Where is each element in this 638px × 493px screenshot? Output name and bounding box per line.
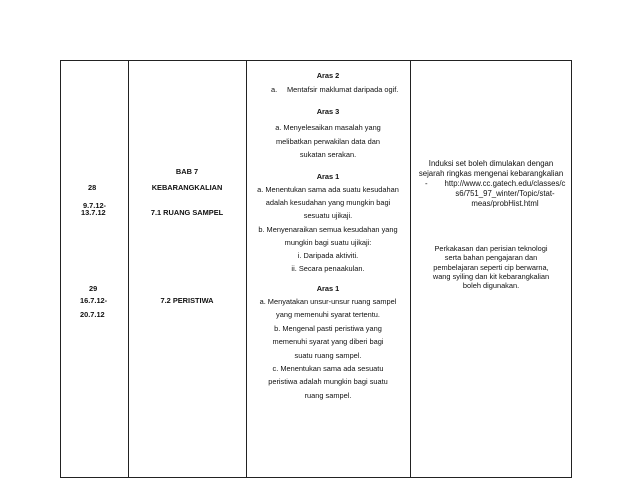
aras1-a-line1: a. Menentukan sama ada suatu kesudahan [257, 185, 399, 194]
tech-line2: serta bahan pengajaran dan [444, 253, 538, 263]
aras3-a-line3: sukatan serakan. [299, 150, 357, 159]
aras3-a-line2: melibatkan perwakilan data dan [276, 136, 380, 146]
aras2-item-a-label: a. [271, 85, 278, 94]
notes-intro-line2: sejarah ringkas mengenai kebarangkalian [418, 169, 564, 178]
aras1b-b-line2: memenuhi syarat yang diberi bagi [272, 337, 384, 347]
notes-url-line3: meas/probHist.html [471, 199, 539, 208]
week-29-number: 29 [89, 284, 98, 293]
tech-line4: wang syiling dan kit kebarangkalian [432, 271, 550, 281]
subtopic-7-1: 7.1 RUANG SAMPEL [150, 208, 224, 217]
notes-intro-line1: Induksi set boleh dimulakan dengan [428, 159, 554, 168]
aras1b-a-line2: yang memenuhi syarat tertentu. [276, 310, 380, 320]
chapter-label: BAB 7 [175, 167, 199, 176]
aras1-heading-7-1: Aras 1 [316, 172, 340, 181]
notes-bullet: - [425, 179, 428, 188]
aras1b-c-line3: ruang sampel. [304, 390, 352, 400]
aras1-b-line1: b. Menyenaraikan semua kesudahan yang [258, 224, 398, 234]
aras1b-a-line1: a. Menyatakan unsur-unsur ruang sampel [259, 297, 397, 306]
tech-line3: pembelajaran seperti cip berwarna, [433, 262, 549, 272]
aras1b-c-line2: peristiwa adalah mungkin bagi suatu [268, 377, 388, 387]
week-29-date-to: 20.7.12 [80, 310, 105, 319]
notes-url-line1: http://www.cc.gatech.edu/classes/c [444, 179, 566, 188]
week-28-date-from: 9.7.12- [83, 201, 107, 210]
aras3-item-a [246, 121, 410, 162]
notes-technology [410, 244, 572, 290]
aras1-a-line2: adalah kesudahan yang mungkin bagi [265, 198, 391, 208]
aras1-7-1-items [246, 183, 410, 275]
week-28-date-to: 13.7.12 [81, 208, 106, 217]
week-28-number: 28 [88, 183, 97, 192]
aras1b-b-line1: b. Mengenal pasti peristiwa yang [274, 323, 382, 333]
chapter-title: KEBARANGKALIAN [151, 183, 223, 192]
column-divider-1 [128, 61, 129, 477]
aras1-7-2-items [246, 295, 410, 402]
aras3-heading: Aras 3 [316, 107, 340, 116]
aras1b-b-line3: suatu ruang sampel. [294, 350, 362, 360]
aras1-heading-7-2: Aras 1 [316, 284, 340, 293]
notes-url-line2: s6/751_97_winter/Topic/stat- [455, 189, 555, 198]
aras1-b-line2: mungkin bagi suatu ujikaji: [284, 237, 372, 247]
aras1-b-i: i. Daripada aktiviti. [297, 251, 359, 261]
aras1-a-line3: sesuatu ujikaji. [303, 211, 353, 221]
tech-line5: boleh digunakan. [462, 281, 520, 291]
week-29-date-from: 16.7.12- [80, 296, 108, 305]
tech-line1: Perkakasan dan perisian teknologi [434, 244, 548, 253]
aras1b-c-line1: c. Menentukan sama ada sesuatu [272, 364, 384, 374]
aras2-heading: Aras 2 [316, 71, 340, 80]
aras1-b-ii: ii. Secara penaakulan. [291, 264, 365, 274]
subtopic-7-2: 7.2 PERISTIWA [160, 296, 214, 305]
aras2-item-a: Mentafsir maklumat daripada ogif. [287, 85, 399, 94]
aras3-a-line1: a. Menyelesaikan masalah yang [275, 123, 381, 132]
